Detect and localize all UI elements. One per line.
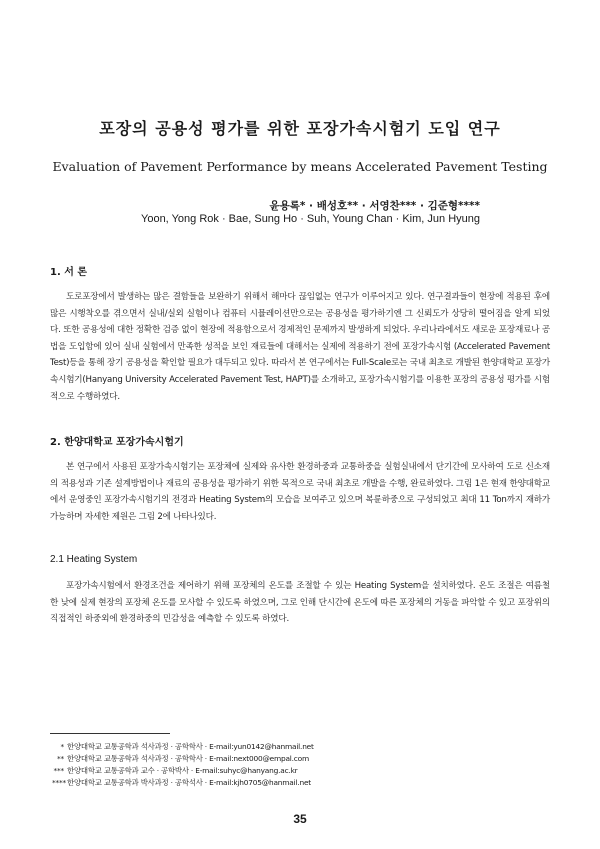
paper-title-korean: 포장의 공용성 평가를 위한 포장가속시험기 도입 연구 bbox=[99, 119, 501, 138]
authors-korean: 윤용록* · 배성호** · 서영찬*** · 김준형**** bbox=[269, 200, 480, 212]
introduction-paragraph: 도로포장에서 발생하는 많은 결함들을 보완하기 위해서 해마다 끊임없는 연구가 이루어지고 있다. 연구결과들이 현장에 적용된 후에 많은 시행착오를 겪으면서 실내/실외 실험이나 컴퓨터 시뮬레이션만으로는 공용성을 평가하기엔 그 신뢰도가 상당히 떨어짐을 알게 되었다. 또한 공용성에 대한 정확한 검증 없이 현장에 적용함으로서 경제적인 문제까지 발생하게 되었다. 우리나라에서도 새로운 포장재료나 공법을 도입함에 있어 실내 실험에서 만족한 성적을 보인 재료들에 대해서는 실제에 적용하기 전에 포장가속시험 (Accelerated Pavement Test)등을 통해 장기 공용성을 확인할 필요가 대두되고 있다. 따라서 본 연구에서는 Full-Scale로는 국내 최초로 개발된 한양대학교 포장가속시험기(Hanyang University Accelerated Pavement Test, HAPT)를 소개하고, 포장가속시험기를 이용한 포장의 공용성 평가를 시험적으로 수행하였다. bbox=[50, 292, 550, 402]
footnote-item: ****한양대학교 교통공학과 박사과정 · 공학석사 · E-mail:kjh0705@hanmail.net bbox=[52, 778, 311, 787]
footnote-item: *** 한양대학교 교통공학과 교수 · 공학박사 · E-mail:suhyc@hanyang.ac.kr bbox=[53, 766, 298, 775]
section-heading-hapt: 2. 한양대학교 포장가속시험기 bbox=[50, 437, 184, 448]
page-number: 35 bbox=[293, 812, 307, 826]
paper-title-english: Evaluation of Pavement Performance by means Accelerated Pavement Testing bbox=[52, 159, 548, 174]
footnote-item: ** 한양대학교 교통공학과 석사과정 · 공학학사 · E-mail:next000@empal.com bbox=[57, 754, 309, 763]
footnote-item: * 한양대학교 교통공학과 석사과정 · 공학학사 · E-mail:yun0142@hanmail.net bbox=[60, 742, 314, 751]
subsection-heading-heating-system: 2.1 Heating System bbox=[50, 554, 138, 565]
heating-system-paragraph: 포장가속시험에서 환경조건을 제어하기 위해 포장체의 온도를 조절할 수 있는 Heating System을 설치하였다. 온도 조절은 여름철 한 낮에 실제 현장의 포장체 온도를 모사할 수 있도록 하였으며, 그로 인해 단시간에 온도에 따른 포장체의 거동을 파악할 수 있고 포장위의 직접적인 하중외에 환경하중의 민감성을 예측할 수 있도록 하였다. bbox=[50, 581, 550, 625]
section-heading-introduction: 1. 서 론 bbox=[50, 267, 88, 278]
hapt-paragraph: 본 연구에서 사용된 포장가속시험기는 포장체에 실제와 유사한 환경하중과 교통하중을 실험실내에서 단기간에 모사하여 도로 신소재의 적용성과 기존 설계방법이나 재료의 공용성을 평가하기 위한 목적으로 국내 최초로 개발을 수행, 완료하였다. 그림 1은 현재 한양대학교에서 운영중인 포장가속시험기의 전경과 Heating System의 모습을 보여주고 있으며 복륜하중으로 구성되었고 최대 11 Ton까지 재하가 가능하며 자세한 제원은 그림 2에 나타나있다. bbox=[50, 462, 550, 522]
footnote-divider bbox=[50, 733, 170, 734]
footnotes bbox=[52, 741, 492, 789]
authors-english: Yoon, Yong Rok · Bae, Sung Ho · Suh, Young Chan · Kim, Jun Hyung bbox=[141, 213, 480, 225]
